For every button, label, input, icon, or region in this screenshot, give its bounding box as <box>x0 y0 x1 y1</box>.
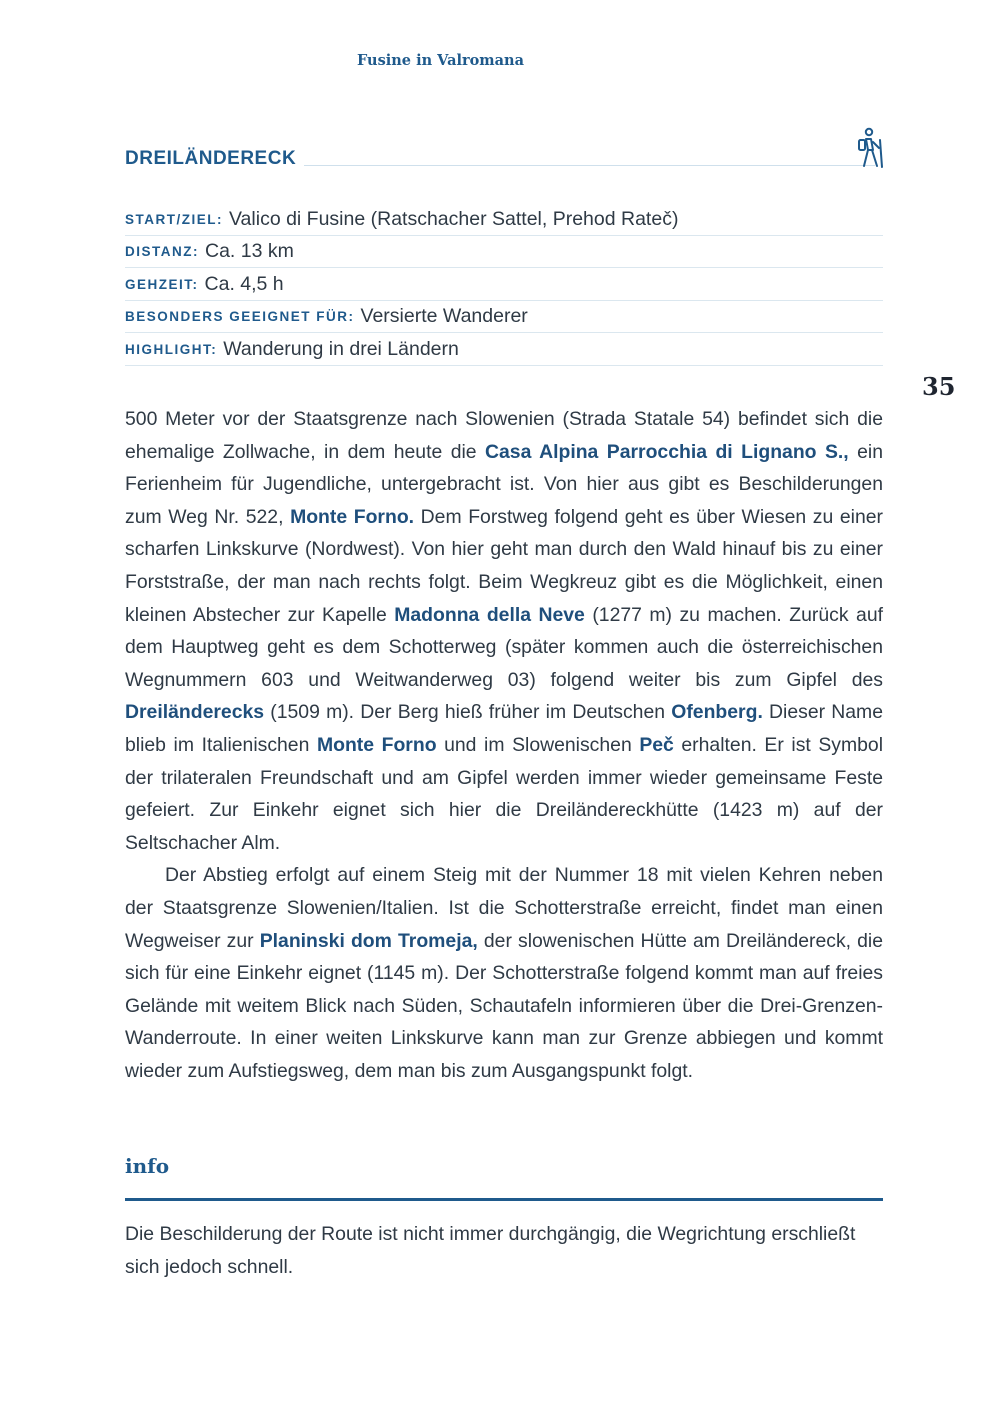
fact-row <box>125 334 883 366</box>
bold-term: Ofenberg. <box>671 701 763 724</box>
text-run: erhalten. Er ist Symbol der trilateralen Freundschaft und am Gipfel werden immer wieder gemeinsame Feste gefeiert. Zur Einkehr eignet sich hier die Dreiländereckhütte (1423 m) auf der Seltschacher Alm. <box>125 733 884 854</box>
info-rule <box>125 1198 883 1201</box>
route-facts <box>125 204 883 366</box>
fact-value: Valico di Fusine (Ratschacher Sattel, Prehod Rateč) <box>229 207 679 230</box>
fact-label: HIGHLIGHT: <box>125 341 218 357</box>
fact-label: BESONDERS GEEIGNET FÜR: <box>125 309 355 325</box>
fact-value: Versierte Wanderer <box>360 305 528 328</box>
bold-term: Peč <box>639 733 674 756</box>
bold-term: Casa Alpina Parrocchia di Lignano S., <box>485 440 849 463</box>
bold-term: Planinski dom Tromeja, <box>259 929 478 952</box>
text-run: (1277 m) zu machen. Zurück auf dem Hauptweg geht es dem Schotterweg (später kommen auch die österreichischen Wegnummern 603 und Weitwanderweg 03) folgend weiter bis zum Gipfel des <box>125 603 883 691</box>
text-run: Dieser Name blieb im Italienischen <box>125 701 883 756</box>
bold-term: Monte Forno <box>316 733 437 756</box>
running-head: Fusine in Valromana <box>357 52 524 69</box>
text-run: Dem Forstweg folgend geht es über Wiesen zu einer scharfen Linkskurve (Nordwest). Von hier geht man durch den Wald hinauf bis zu einer Forststraße, der man nach rechts folgt. Beim Wegkreuz gibt es die Möglichkeit, einen kleinen Abstecher zur Kapelle <box>125 505 883 626</box>
page-title: DREILÄNDERECK <box>125 148 297 169</box>
info-heading: info <box>125 1154 170 1178</box>
fact-row <box>125 269 883 301</box>
fact-value: Wanderung in drei Ländern <box>223 337 459 360</box>
text-run: 500 Meter vor der Staatsgrenze nach Slowenien (Strada Statale 54) befindet sich die ehemalige Zollwache, in dem heute die <box>125 408 883 463</box>
fact-row <box>125 204 883 236</box>
paragraph <box>125 403 883 859</box>
paragraph <box>125 859 883 1087</box>
bold-term: Madonna della Neve <box>394 603 585 626</box>
fact-label: START/ZIEL: <box>125 211 223 227</box>
body-text <box>125 403 883 1087</box>
fact-value: Ca. 13 km <box>205 240 294 263</box>
text-run: ein Ferienheim für Jugendliche, untergebracht ist. Von hier aus gibt es Beschilderungen zum Weg Nr. 522, <box>125 440 884 528</box>
fact-row <box>125 302 883 334</box>
text-run: (1509 m). Der Berg hieß früher im Deutschen <box>264 701 672 724</box>
title-row <box>125 146 883 170</box>
fact-value: Ca. 4,5 h <box>204 272 284 295</box>
page-number: 35 <box>922 372 956 401</box>
fact-label: DISTANZ: <box>125 244 199 260</box>
title-rule <box>304 165 875 166</box>
fact-row <box>125 237 883 269</box>
hiker-icon <box>852 126 886 170</box>
text-run: und im Slowenischen <box>436 733 640 756</box>
text-run: Der Abstieg erfolgt auf einem Steig mit der Nummer 18 mit vielen Kehren neben der Staatsgrenze Slowenien/Italien. Ist die Schotterstraße erreicht, findet man einen Wegweiser zur <box>125 864 883 952</box>
bold-term: Dreiländerecks <box>125 701 265 724</box>
info-text: Die Beschilderung der Route ist nicht immer durchgängig, die Wegrichtung erschließt sich jedoch schnell. <box>125 1223 856 1278</box>
fact-label: GEHZEIT: <box>125 276 199 292</box>
text-run: der slowenischen Hütte am Dreiländereck, die sich für eine Einkehr eignet (1145 m). Der Schotterstraße folgend kommt man auf freies Gelände mit weitem Blick nach Süden, Schautafeln informieren über die Drei-Grenzen-Wanderroute. In einer weiten Linkskurve kann man zur Grenze abbiegen und kommt wieder zum Aufstiegsweg, dem man bis zum Ausgangspunkt folgt. <box>125 929 884 1082</box>
bold-term: Monte Forno. <box>290 505 415 528</box>
